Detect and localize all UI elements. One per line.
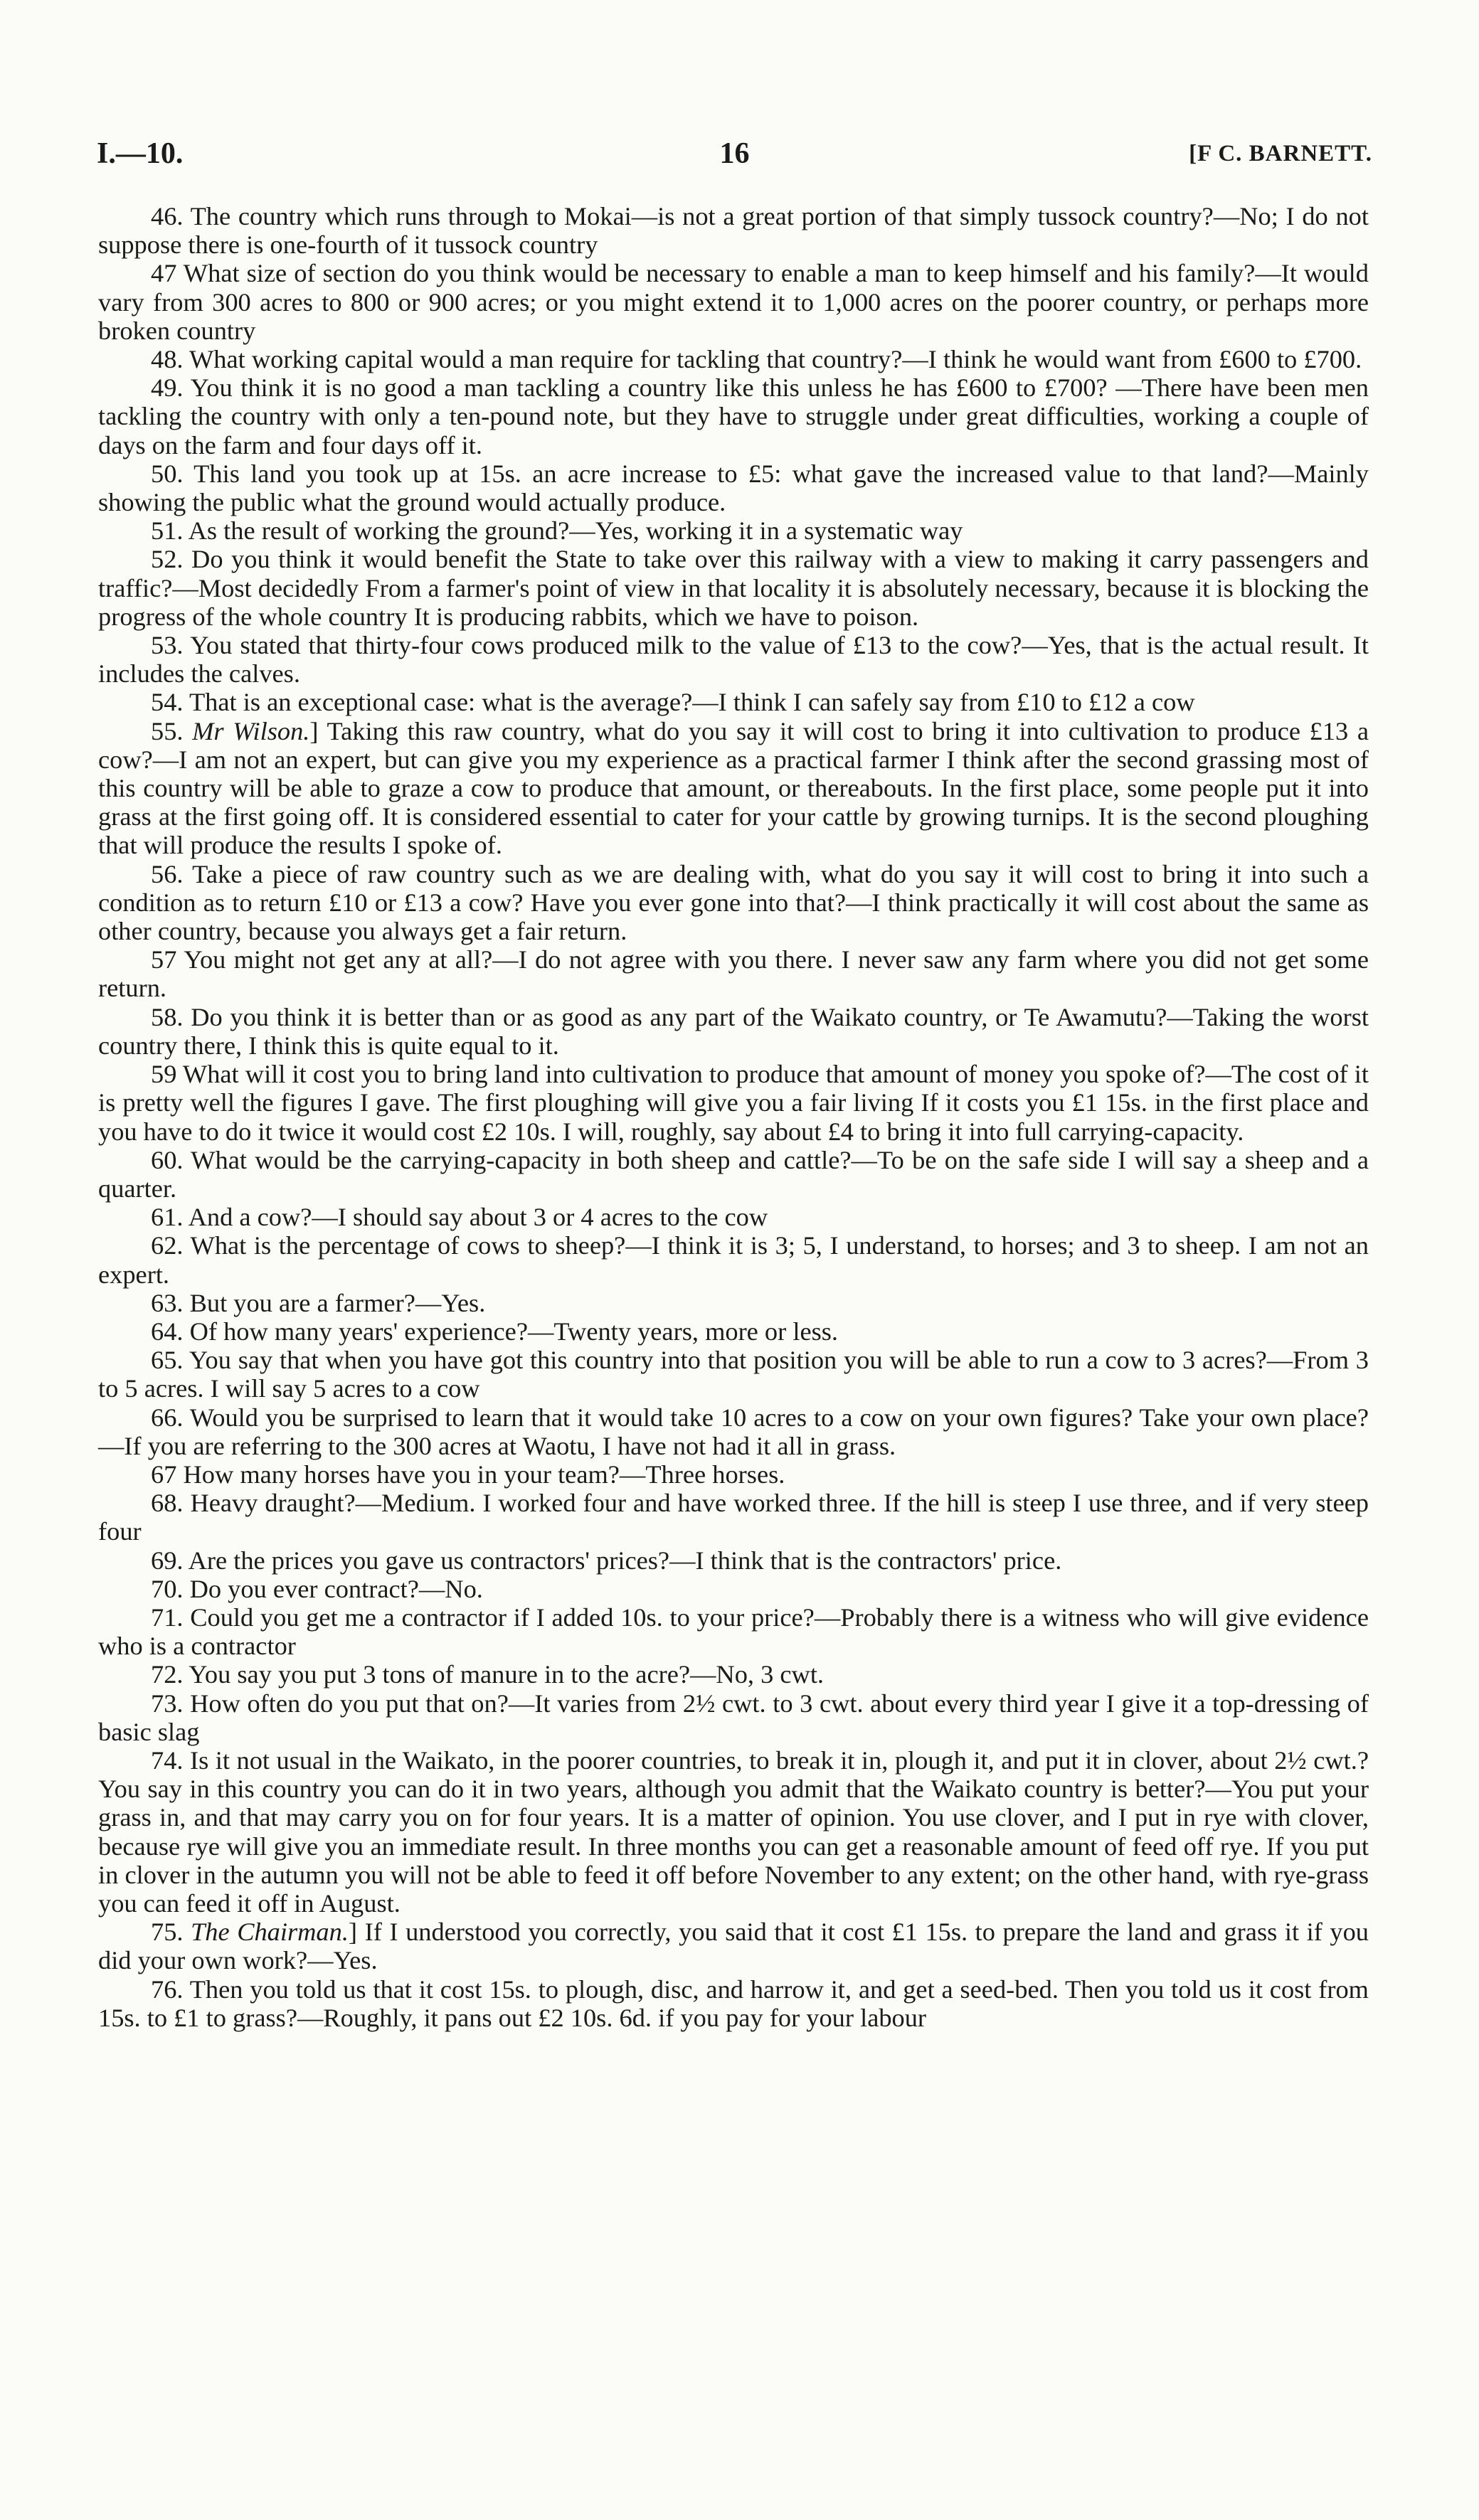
paragraph-text: You say that when you have got this country into that position you will be able to run a cow to 3 acres?—From 3 to 5 acres. I will say 5 acres to a cow (98, 1346, 1369, 1403)
question-number: 54. (151, 688, 184, 717)
paragraph-text: Are the prices you gave us contractors' prices?—I think that is the contractors' price. (188, 1546, 1062, 1575)
question-number: 65. (151, 1346, 184, 1375)
question-number: 66. (151, 1403, 184, 1432)
paragraph-text: This land you took up at 15s. an acre increase to £5: what gave the increased value to that land?—Mainly showing the public what the ground would actually produce. (98, 459, 1369, 517)
witness-name: [F C. BARNETT. (1189, 141, 1372, 166)
question-number: 59 (151, 1060, 177, 1089)
paragraph-49 (98, 373, 1369, 459)
paragraph-46 (98, 202, 1369, 259)
testimony-body (98, 202, 1369, 2032)
paragraph-53 (98, 631, 1369, 688)
paragraph-60 (98, 1146, 1369, 1203)
paragraph-text: Do you think it is better than or as good as any part of the Waikato country, or Te Awamutu?—Taking the worst country there, I think this is quite equal to it. (98, 1002, 1369, 1060)
speaker-name: The Chairman. (191, 1918, 349, 1947)
paragraph-text: Then you told us that it cost 15s. to plough, disc, and harrow it, and get a seed-bed. Then you told us it cost from 15s. to £1 to grass?—Roughly, it pans out £2 10s. 6d. if you pay for your labour (98, 1974, 1369, 2032)
paragraph-text: How often do you put that on?—It varies from 2½ cwt. to 3 cwt. about every third year I give it a top-dressing of basic slag (98, 1689, 1369, 1746)
paragraph-71 (98, 1603, 1369, 1660)
paragraph-text: The country which runs through to Mokai—is not a great portion of that simply tussock country?—No; I do not suppose there is one-fourth of it tussock country (98, 202, 1369, 260)
paragraph-70 (98, 1575, 1369, 1603)
paragraph-50 (98, 459, 1369, 516)
question-number: 56. (151, 859, 184, 888)
paragraph-text: And a cow?—I should say about 3 or 4 acres to the cow (188, 1203, 768, 1232)
paragraph-75 (98, 1918, 1369, 1974)
page-number: 16 (719, 137, 750, 170)
paragraph-56 (98, 860, 1369, 946)
question-number: 61. (151, 1203, 184, 1232)
question-number: 74. (151, 1745, 184, 1775)
question-number: 72. (151, 1660, 184, 1689)
paragraph-72 (98, 1660, 1369, 1689)
paragraph-51 (98, 516, 1369, 545)
question-number: 53. (151, 631, 184, 660)
paragraph-55 (98, 717, 1369, 860)
paragraph-text: How many horses have you in your team?—Three horses. (183, 1460, 785, 1489)
paragraph-text: You might not get any at all?—I do not agree with you there. I never saw any farm where you did not get some return. (98, 945, 1369, 1003)
question-number: 50. (151, 459, 184, 488)
paragraph-64 (98, 1317, 1369, 1346)
paragraph-text: Do you think it would benefit the State to take over this railway with a view to making it carry passengers and traffic?—Most decidedly From a farmer's point of view in that locality it is absolutely necessary, because it is blocking the progress of the whole country It is producing rabbits, which we have to poison. (98, 545, 1369, 631)
paragraph-text: What working capital would a man require for tackling that country?—I think he would want from £600 to £700. (189, 345, 1362, 374)
question-number: 67 (151, 1460, 177, 1489)
paragraph-text: What is the percentage of cows to sheep?—I think it is 3; 5, I understand, to horses; and 3 to sheep. I am not an expert. (98, 1231, 1369, 1289)
paragraph-text: That is an exceptional case: what is the average?—I think I can safely say from £10 to £12 a cow (189, 688, 1195, 717)
question-number: 51. (151, 516, 184, 546)
question-number: 52. (151, 545, 184, 574)
question-number: 64. (151, 1317, 184, 1346)
paragraph-text: Heavy draught?—Medium. I worked four and have worked three. If the hill is steep I use three, and if very steep four (98, 1489, 1369, 1546)
paragraph-text: What will it cost you to bring land into cultivation to produce that amount of money you spoke of?—The cost of it is pretty well the figures I gave. The first ploughing will give you a fair living If it costs you £1 15s. in the first place and you have to do it twice it would cost £2 10s. I will, roughly, say about £4 to bring it into full carrying-capacity. (98, 1060, 1369, 1146)
paragraph-52 (98, 545, 1369, 631)
question-number: 57 (151, 945, 177, 974)
paragraph-68 (98, 1489, 1369, 1546)
paragraph-61 (98, 1203, 1369, 1231)
paragraph-text: You think it is no good a man tackling a country like this unless he has £600 to £700? —There have been men tackling the country with only a ten-pound note, but they have to struggle under great difficulties, working a couple of days on the farm and four days off it. (98, 373, 1369, 459)
question-number: 63. (151, 1288, 184, 1317)
question-number: 75. (151, 1918, 184, 1947)
page-header (97, 132, 1372, 175)
paragraph-73 (98, 1689, 1369, 1746)
paragraph-text: Do you ever contract?—No. (189, 1574, 483, 1603)
question-number: 48. (151, 345, 184, 374)
paragraph-text: As the result of working the ground?—Yes, working it in a systematic way (188, 516, 963, 546)
question-number: 60. (151, 1145, 184, 1174)
report-reference: I.—10. (97, 137, 184, 170)
paragraph-text: What would be the carrying-capacity in both sheep and cattle?—To be on the safe side I will say a sheep and a quarter. (98, 1145, 1369, 1203)
paragraph-text: ] Taking this raw country, what do you say it will cost to bring it into cultivation to produce £13 a cow?—I am not an expert, but can give you my experience as a practical farmer I think after the second grassing most of this country will be able to graze a cow to produce that amount, or thereabouts. In the first place, some people put it into grass at the first going off. It is considered essential to cater for your cattle by growing turnips. It is the second ploughing that will produce the results I spoke of. (98, 716, 1369, 860)
paragraph-69 (98, 1546, 1369, 1575)
paragraph-47 (98, 259, 1369, 345)
question-number: 46. (151, 202, 184, 230)
paragraph-text: You say you put 3 tons of manure in to the acre?—No, 3 cwt. (189, 1660, 825, 1689)
paragraph-text: You stated that thirty-four cows produced milk to the value of £13 to the cow?—Yes, that is the actual result. It includes the calves. (98, 631, 1369, 689)
question-number: 55. (151, 716, 184, 745)
paragraph-76 (98, 1975, 1369, 2032)
question-number: 70. (151, 1574, 184, 1603)
question-number: 47 (151, 259, 177, 288)
paragraph-text: What size of section do you think would be necessary to enable a man to keep himself and his family?—It would vary from 300 acres to 800 or 900 acres; or you might extend it to 1,000 acres on the poorer country, or perhaps more broken country (98, 259, 1369, 345)
paragraph-text: Of how many years' experience?—Twenty years, more or less. (189, 1317, 839, 1346)
paragraph-63 (98, 1289, 1369, 1317)
question-number: 62. (151, 1231, 184, 1260)
question-number: 49. (151, 373, 184, 403)
question-number: 68. (151, 1489, 184, 1518)
paragraph-62 (98, 1231, 1369, 1288)
paragraph-65 (98, 1346, 1369, 1403)
paragraph-58 (98, 1003, 1369, 1060)
paragraph-59 (98, 1060, 1369, 1146)
question-number: 58. (151, 1002, 184, 1031)
paragraph-text: Could you get me a contractor if I added 10s. to your price?—Probably there is a witness who will give evidence who is a contractor (98, 1602, 1369, 1661)
question-number: 69. (151, 1546, 184, 1575)
question-number: 73. (151, 1689, 184, 1718)
paragraph-67 (98, 1460, 1369, 1489)
paragraph-48 (98, 345, 1369, 373)
paragraph-text: ] If I understood you correctly, you said that it cost £1 15s. to prepare the land and grass it if you did your own work?—Yes. (98, 1918, 1369, 1975)
paragraph-text: Would you be surprised to learn that it would take 10 acres to a cow on your own figures? Take your own place?—If you are referring to the 300 acres at Waotu, I have not had it all in grass. (98, 1403, 1369, 1460)
paragraph-text: Is it not usual in the Waikato, in the poorer countries, to break it in, plough it, and put it in clover, about 2½ cwt.? You say in this country you can do it in two years, although you admit that the Waikato country is better?—You put your grass in, and that may carry you on for four years. It is a matter of opinion. You use clover, and I put in rye with clover, because rye will give you an immediate result. In three months you can get a reasonable amount of feed off rye. If you put in clover in the autumn you will not be able to feed it off before November to any extent; on the other hand, with rye-grass you can feed it off in August. (98, 1745, 1369, 1918)
paragraph-text: But you are a farmer?—Yes. (189, 1288, 486, 1317)
paragraph-74 (98, 1746, 1369, 1918)
paragraph-text: Take a piece of raw country such as we are dealing with, what do you say it will cost to bring it into such a condition as to return £10 or £13 a cow? Have you ever gone into that?—I think practically it will cost about the same as other country, because you always get a fair return. (98, 859, 1369, 946)
question-number: 76. (151, 1974, 184, 2004)
paragraph-54 (98, 688, 1369, 716)
speaker-name: Mr Wilson. (192, 716, 310, 745)
paragraph-57 (98, 945, 1369, 1002)
question-number: 71. (151, 1602, 184, 1632)
paragraph-66 (98, 1403, 1369, 1460)
